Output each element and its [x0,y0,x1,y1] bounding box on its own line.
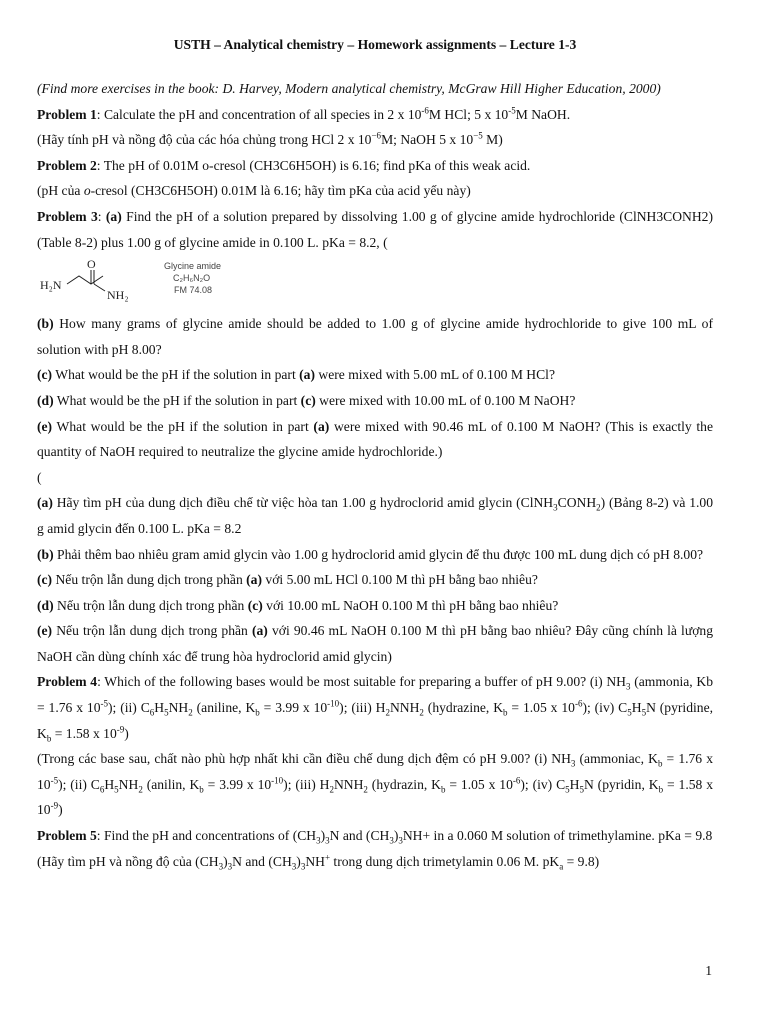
problem-3-a-vi-text: CONH [557,495,597,511]
t: = 1.58 x 10 [51,725,117,741]
t: H [104,776,115,792]
t: NH+ in a 0.060 M solution of trimethylamine. pKa = 9.8 [402,828,713,844]
problem-5-vi [37,849,713,875]
problem-3-a-vi [37,490,713,541]
sup: -6 [574,698,583,709]
t: ); (ii) C [58,776,100,792]
sub: b [199,784,204,795]
t: (hydrazin, K [367,776,441,792]
part-label: (a) [37,495,53,511]
part-ref: (a) [246,572,263,588]
t: ); (iii) H [339,700,386,716]
problem-1-label: Problem 1 [37,106,97,122]
t: ) [58,802,63,818]
open-paren: ( [37,469,42,485]
problem-1-vi-text: M; NaOH 5 x 10 [381,132,474,148]
problem-3-a-en: Problem 3: (a) Find the pH of a solution prepared by dissolving 1.00 g of glycine amide hydrochloride (ClNH3CONH2) (Table 8-2) plus 1.00 g of glycine amide in 0.100 L. pKa = 8.2, ( [37,208,713,250]
t: = 3.99 x 10 [259,700,328,716]
t: N and (CH [329,828,390,844]
sub: 3 [389,835,394,846]
t: H [154,700,165,716]
part-label: (e) [37,623,53,639]
problem-2-en [37,153,713,179]
sub: 5 [579,784,584,795]
t: N (pyridin, K [583,776,659,792]
problem-5-label: Problem 5 [37,828,97,844]
document-title: USTH – Analytical chemistry – Homework assignments – Lecture 1-3 [173,37,577,52]
problem-3-a-vi-text: Hãy tìm pH của dung dịch điều chế từ việc hòa tan 1.00 g hydroclorid amid glycin (ClNH [52,495,554,511]
problem-2-vi [37,178,713,204]
problem-3-e-vi-text: với 90.46 mL NaOH 0.100 M thì pH bằng bao nhiêu? Đây cũng chính là lượng NaOH cần dùng chính xác để trung hòa hydroclorid amid glycin) [37,623,713,664]
t: trong dung dịch trimetylamin 0.06 M. pK [330,853,560,869]
sup: -5 [50,775,59,786]
problem-5-en [37,823,713,849]
exponent: -6 [421,105,429,116]
problem-3-label: Problem 3 [37,208,98,224]
exponent: -5 [508,105,516,116]
t: NNH [389,700,420,716]
problem-1-vi-text: M) [482,132,503,148]
problem-3-e-vi-text: Nếu trộn lẫn dung dịch trong phần [52,623,252,639]
problem-3-c-text: were mixed with 5.00 mL of 0.100 M HCl? [315,367,555,383]
problem-3-e-text: were mixed with 90.46 mL of 0.100 M NaOH? (This is exactly the quantity of NaOH required to neutralize the glycine amide hydrochloride.) [37,418,713,460]
t: ); (ii) C [108,700,150,716]
problem-1-text: M HCl; 5 x 10 [428,106,509,122]
sup: + [324,852,331,863]
subscript: 3 [553,503,558,514]
sub: 3 [300,861,306,872]
sup: -10 [271,775,284,786]
problem-1-vi-text: (Hãy tính pH và nồng độ của các hóa chủng trong HCl 2 x 10 [37,132,372,148]
problem-2-vi-text: -cresol (CH3C6H5OH) 0.01M là 6.16; hãy tìm pKa của acid yếu này) [90,183,471,199]
problem-3-e-text: What would be the pH if the solution in part [52,418,314,434]
sub: 3 [218,861,224,872]
t: ) [124,725,129,741]
sup: -9 [50,800,59,811]
t: ); (iv) C [520,776,566,792]
oxygen-label: O [87,257,96,272]
part-ref: (a) [299,367,315,383]
sub: 6 [99,784,105,795]
subscript: 2 [596,503,601,514]
intro-note: (Find more exercises in the book: D. Harvey, Modern analytical chemistry, McGraw Hill Higher Education, 2000) [37,81,661,96]
t: H [569,776,580,792]
sub: 5 [565,784,570,795]
problem-3-b-en [37,311,713,362]
problem-4-vi [37,746,713,823]
structure-fm: FM 74.08 [174,285,213,296]
sub: 2 [138,784,143,795]
problem-2-vi-text: (pH của [37,183,84,199]
problem-1-text: : Calculate the pH and concentration of all species in 2 x 10 [96,106,422,122]
structure-drawing [37,257,277,307]
problem-3-d-text: were mixed with 10.00 mL of 0.100 M NaOH? [315,392,576,408]
sub: b [440,784,446,795]
t: = 1.05 x 10 [445,776,513,792]
t: = 1.76 x 10 [37,751,713,792]
t: = 9.8) [563,853,600,869]
part-ref: (c) [300,392,316,408]
part-ref: (a) [313,418,330,434]
sub: 3 [227,861,233,872]
t: (Trong các base sau, chất nào phù hợp nhất khi cần điều chế dung dịch đệm có pH 9.00? (i) NH [37,751,571,767]
sub: 6 [149,707,155,718]
problem-4-label: Problem 4 [37,674,98,690]
part-label: (b) [37,546,54,562]
part-label: (d) [37,597,54,613]
t: (anilin, K [142,776,200,792]
problem-4-en [37,669,713,746]
t: = 1.05 x 10 [507,700,575,716]
problem-3-a-text: Find the pH of a solution prepared by dissolving 1.00 g of glycine amide hydrochloride (ClNH3CONH2) (Table 8-2) plus 1.00 g of glycine amide in 0.100 L. pKa = 8.2, ( [37,208,713,250]
t: (hydrazine, K [423,700,504,716]
t: ) [320,828,326,844]
part-label: (d) [37,392,54,408]
problem-3-c-vi-text: Nếu trộn lẫn dung dịch trong phần [52,572,247,588]
sub: 3 [291,861,297,872]
problem-2-vi-italic: o [83,183,91,199]
t: ) [223,853,228,869]
sub: b [503,707,508,718]
sub: 3 [316,835,321,846]
part-label: (e) [37,418,53,434]
part-ref: (a) [251,623,268,639]
t: ); (iii) H [283,776,330,792]
sub: b [46,733,52,744]
sub: b [658,784,664,795]
sub: 5 [164,707,169,718]
t: (ammoniac, K [575,751,658,767]
sub: b [657,758,663,769]
exponent: −5 [473,130,483,141]
problem-1-vi [37,127,713,153]
document-page [37,36,713,874]
sub: 3 [626,682,631,693]
sub: 5 [114,784,119,795]
bond-line [67,276,103,284]
page-number: 1 [705,963,712,978]
sub: 2 [188,707,193,718]
sub: 5 [627,707,632,718]
sub: 2 [385,707,390,718]
problem-3-b-vi-text: Phải thêm bao nhiêu gram amid glycin vào 1.00 g hydroclorid amid glycin để thu được 100 mL dung dịch có pH 8.00? [53,546,704,562]
structure-name: Glycine amide [164,261,222,272]
problem-3-e-vi [37,618,713,669]
t: ); (iv) C [582,700,628,716]
t: (ammonia, Kb = 1.76 x 10 [37,674,714,716]
problem-3-c-text: What would be the pH if the solution in part [52,367,300,383]
part-ref: (c) [247,597,263,613]
t: (aniline, K [192,700,256,716]
structure-formula: C₂H₆N₂O [173,273,211,284]
nh2-label: NH₂ [107,288,129,303]
t: NH [168,700,189,716]
part-label: (c) [37,367,53,383]
t: = 3.99 x 10 [203,776,272,792]
amide-bond [94,284,105,291]
problem-2-text: : The pH of 0.01M o-cresol (CH3C6H5OH) is 6.16; find pKa of this weak acid. [96,157,531,173]
problem-3-c-en [37,362,713,388]
sub: 2 [329,784,334,795]
sub: 3 [570,758,576,769]
sup: -6 [512,775,521,786]
sub: 3 [398,835,403,846]
t: = 1.58 x 10 [37,776,713,818]
t: NH [305,853,325,869]
t: (Hãy tìm pH và nồng độ của (CH [37,853,219,869]
sub: 2 [419,707,424,718]
sup: -10 [327,698,340,709]
sub: a [559,861,564,872]
part-label: (c) [37,572,53,588]
sup: -9 [116,724,125,735]
problem-3-e-en [37,414,713,465]
problem-3-b-text: How many grams of glycine amide should be added to 1.00 g of glycine amide hydrochloride to give 100 mL of solution with pH 8.00? [37,316,713,357]
problem-3-d-vi-text: với 10.00 mL NaOH 0.100 M thì pH bằng bao nhiêu? [262,597,559,613]
problem-2-label: Problem 2 [37,157,97,173]
t: NH [118,776,139,792]
problem-3-d-text: What would be the pH if the solution in part [53,392,301,408]
t: ) [296,853,301,869]
problem-3-c-vi-text: với 5.00 mL HCl 0.100 M thì pH bằng bao nhiêu? [262,572,538,588]
problem-3-b-vi [37,542,713,568]
problem-3-c-vi [37,567,713,593]
problem-3-d-vi-text: Nếu trộn lẫn dung dịch trong phần [53,597,248,613]
t: : Which of the following bases would be most suitable for preparing a buffer of pH 9.00? (i) NH [97,674,627,690]
t: NNH [333,776,364,792]
sub: 2 [363,784,368,795]
problem-1-en [37,102,713,128]
t: N (pyridine, K [37,700,713,741]
problem-1-text: M NaOH. [515,106,571,122]
exponent: −6 [371,130,382,141]
sub: 5 [641,707,647,718]
sub: b [255,707,260,718]
part-label: (b) [37,316,54,332]
problem-3-d-en [37,388,713,414]
h2n-label: H₂N [40,278,62,293]
t: N and (CH [232,853,292,869]
part-label: (a) [105,208,122,224]
t: ) [393,828,399,844]
sub: 3 [325,835,330,846]
t: H [631,700,642,716]
problem-3-d-vi [37,593,713,619]
glycine-amide-structure [37,257,713,307]
sup: -5 [100,698,109,709]
t: : Find the pH and concentrations of (CH [96,828,317,844]
problem-3-a-vi-text: ) (Bảng 8-2) và 1.00 g amid glycin đến 0.100 L. pKa = 8.2 [37,495,713,536]
